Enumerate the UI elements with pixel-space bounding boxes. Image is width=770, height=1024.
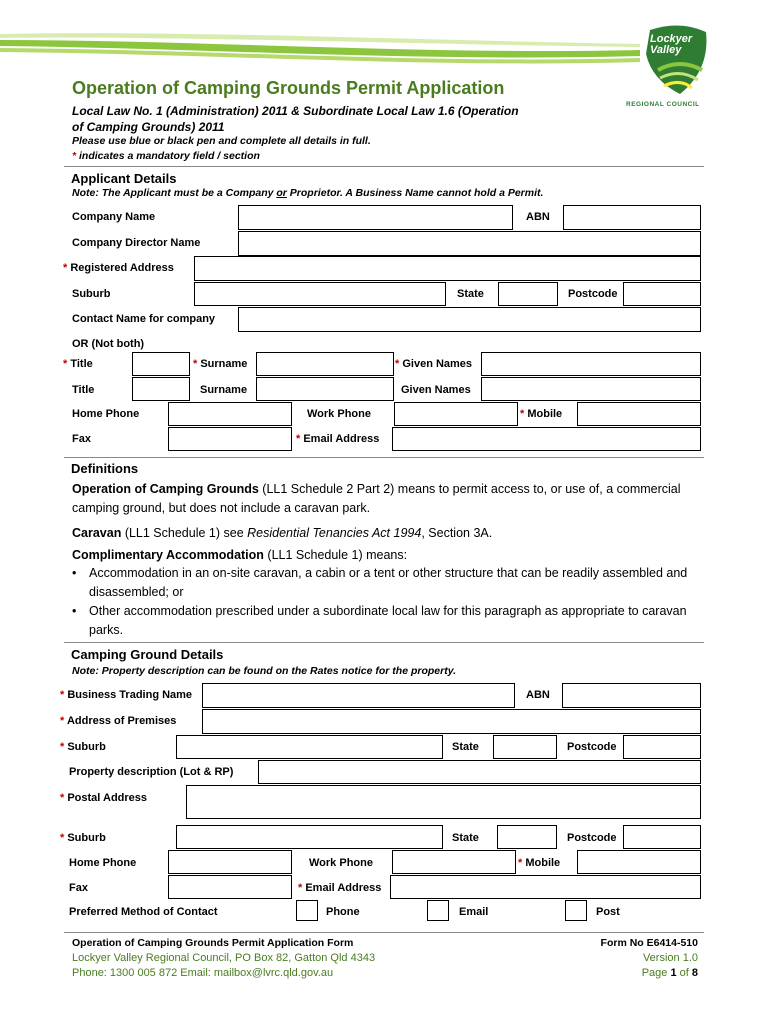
camping-heading: Camping Ground Details bbox=[71, 647, 224, 662]
property-desc-field[interactable] bbox=[258, 760, 701, 784]
given-names-label: Given Names bbox=[401, 384, 471, 396]
home-phone-label: Home Phone bbox=[72, 408, 140, 420]
preferred-contact-label: Preferred Method of Contact bbox=[69, 906, 218, 918]
bullet-item-1: • Accommodation in an on-site caravan, a cabin or a tent or other structure that can be readily assembled and disassembled; or bbox=[72, 566, 688, 599]
camping-home-phone-field[interactable] bbox=[168, 850, 292, 874]
footer-page-number: Page 1 of 8 bbox=[641, 967, 698, 979]
applicant-heading: Applicant Details bbox=[71, 171, 177, 186]
surname-field-1[interactable] bbox=[256, 352, 394, 376]
footer-address: Lockyer Valley Regional Council, PO Box 82, Gatton Qld 4343 bbox=[72, 952, 376, 964]
preferred-phone-checkbox[interactable] bbox=[296, 900, 318, 921]
preferred-post-label: Post bbox=[596, 906, 620, 918]
business-trading-field[interactable] bbox=[202, 683, 515, 708]
camping-fax-field[interactable] bbox=[168, 875, 292, 899]
contact-name-label: Contact Name for company bbox=[72, 313, 216, 325]
mobile-label: * Mobile bbox=[520, 408, 563, 420]
camping-suburb-label: * Suburb bbox=[60, 741, 106, 753]
state-field[interactable] bbox=[498, 282, 558, 306]
fax-label: Fax bbox=[72, 433, 91, 445]
camping-abn-label: ABN bbox=[526, 689, 550, 701]
subtitle-line1: Local Law No. 1 (Administration) 2011 & Subordinate Local Law 1.6 (Operation bbox=[72, 104, 519, 118]
business-trading-label: * Business Trading Name bbox=[60, 689, 193, 701]
state-label: State bbox=[457, 288, 484, 300]
title-field-1[interactable] bbox=[132, 352, 190, 376]
camping-mobile-field[interactable] bbox=[577, 850, 701, 874]
suburb-label: Suburb bbox=[72, 288, 111, 300]
camping-email-field[interactable] bbox=[390, 875, 701, 899]
address-premises-label: * Address of Premises bbox=[60, 715, 177, 727]
surname-label: Surname bbox=[200, 384, 248, 396]
mandatory-text: indicates a mandatory field / section bbox=[76, 150, 260, 162]
footer-form-title: Operation of Camping Grounds Permit Application Form bbox=[72, 937, 354, 949]
email-label: * Email Address bbox=[296, 433, 380, 445]
camping-note: Note: Property description can be found on the Rates notice for the property. bbox=[72, 665, 457, 677]
camping-suburb-field[interactable] bbox=[176, 735, 443, 759]
registered-address-label: * Registered Address bbox=[63, 262, 174, 274]
title-label-mandatory: * Title bbox=[63, 358, 93, 370]
given-names-field-2[interactable] bbox=[481, 377, 701, 401]
logo-text-line1: Lockyer bbox=[650, 33, 693, 45]
given-names-label-mandatory: * Given Names bbox=[395, 358, 473, 370]
postal-state-label: State bbox=[452, 832, 479, 844]
definition-complimentary: Complimentary Accommodation (LL1 Schedule 1) means: bbox=[72, 548, 408, 562]
registered-address-field[interactable] bbox=[194, 256, 701, 281]
postal-address-label: * Postal Address bbox=[60, 792, 148, 804]
mandatory-note bbox=[72, 150, 260, 162]
camping-state-field[interactable] bbox=[493, 735, 557, 759]
postcode-label: Postcode bbox=[568, 288, 618, 300]
postal-state-field[interactable] bbox=[497, 825, 557, 849]
company-director-label: Company Director Name bbox=[72, 237, 201, 249]
footer-form-no: Form No E6414-510 bbox=[600, 937, 698, 949]
preferred-phone-label: Phone bbox=[326, 906, 360, 918]
preferred-email-checkbox[interactable] bbox=[427, 900, 449, 921]
definition-caravan: Caravan (LL1 Schedule 1) see Residential Tenancies Act 1994, Section 3A. bbox=[72, 526, 493, 540]
property-desc-label: Property description (Lot & RP) bbox=[69, 766, 234, 778]
postcode-field[interactable] bbox=[623, 282, 701, 306]
surname-label-mandatory: * Surname bbox=[193, 358, 248, 370]
preferred-post-checkbox[interactable] bbox=[565, 900, 587, 921]
leaf-logo-icon bbox=[640, 20, 710, 98]
company-name-label: Company Name bbox=[72, 211, 156, 223]
abn-label: ABN bbox=[526, 211, 550, 223]
applicant-note: Note: The Applicant must be a Company or Proprietor. A Business Name cannot hold a Permit. bbox=[72, 187, 544, 199]
home-phone-field[interactable] bbox=[168, 402, 292, 426]
contact-name-field[interactable] bbox=[238, 307, 701, 332]
definitions-heading: Definitions bbox=[71, 461, 139, 476]
suburb-field[interactable] bbox=[194, 282, 446, 306]
fax-field[interactable] bbox=[168, 427, 292, 451]
page-title: Operation of Camping Grounds Permit Application bbox=[72, 78, 505, 98]
camping-home-phone-label: Home Phone bbox=[69, 857, 137, 869]
given-names-field-1[interactable] bbox=[481, 352, 701, 376]
camping-mobile-label: * Mobile bbox=[518, 857, 561, 869]
abn-field[interactable] bbox=[563, 205, 701, 230]
title-field-2[interactable] bbox=[132, 377, 190, 401]
postal-postcode-field[interactable] bbox=[623, 825, 701, 849]
title-label: Title bbox=[72, 384, 95, 396]
bullet-icon: • bbox=[72, 604, 77, 618]
camping-email-label: * Email Address bbox=[298, 882, 382, 894]
bullet-item-2: • Other accommodation prescribed under a subordinate local law for this paragraph as appropriate to caravan parks. bbox=[72, 604, 687, 637]
or-not-both-label: OR (Not both) bbox=[72, 338, 145, 350]
camping-work-phone-label: Work Phone bbox=[309, 857, 373, 869]
camping-fax-label: Fax bbox=[69, 882, 88, 894]
company-director-field[interactable] bbox=[238, 231, 701, 256]
postal-postcode-label: Postcode bbox=[567, 832, 617, 844]
instruction-text: Please use blue or black pen and complete all details in full. bbox=[72, 135, 371, 147]
surname-field-2[interactable] bbox=[256, 377, 394, 401]
company-name-field[interactable] bbox=[238, 205, 513, 230]
bullet-icon: • bbox=[72, 566, 77, 580]
logo-subtitle: REGIONAL COUNCIL bbox=[626, 101, 700, 108]
address-premises-field[interactable] bbox=[202, 709, 701, 734]
footer-contact: Phone: 1300 005 872 Email: mailbox@lvrc.qld.gov.au bbox=[72, 967, 334, 979]
mobile-field[interactable] bbox=[577, 402, 701, 426]
postal-address-field[interactable] bbox=[186, 785, 701, 819]
camping-abn-field[interactable] bbox=[562, 683, 701, 708]
mandatory-star: * bbox=[72, 150, 77, 162]
camping-state-label: State bbox=[452, 741, 479, 753]
camping-postcode-field[interactable] bbox=[623, 735, 701, 759]
footer-version: Version 1.0 bbox=[642, 952, 698, 964]
postal-suburb-field[interactable] bbox=[176, 825, 443, 849]
camping-postcode-label: Postcode bbox=[567, 741, 617, 753]
work-phone-label: Work Phone bbox=[307, 408, 371, 420]
email-field[interactable] bbox=[392, 427, 701, 451]
subtitle-line2: of Camping Grounds) 2011 bbox=[72, 120, 225, 134]
postal-suburb-label: * Suburb bbox=[60, 832, 106, 844]
work-phone-field[interactable] bbox=[394, 402, 518, 426]
preferred-email-label: Email bbox=[459, 906, 489, 918]
definition-camping-grounds: Operation of Camping Grounds (LL1 Schedule 2 Part 2) means to permit access to, or use of, a commercial camping ground, but does not include a caravan park. bbox=[72, 482, 681, 515]
logo-text-line2: Valley bbox=[650, 44, 682, 56]
council-logo bbox=[626, 20, 710, 110]
camping-work-phone-field[interactable] bbox=[392, 850, 516, 874]
